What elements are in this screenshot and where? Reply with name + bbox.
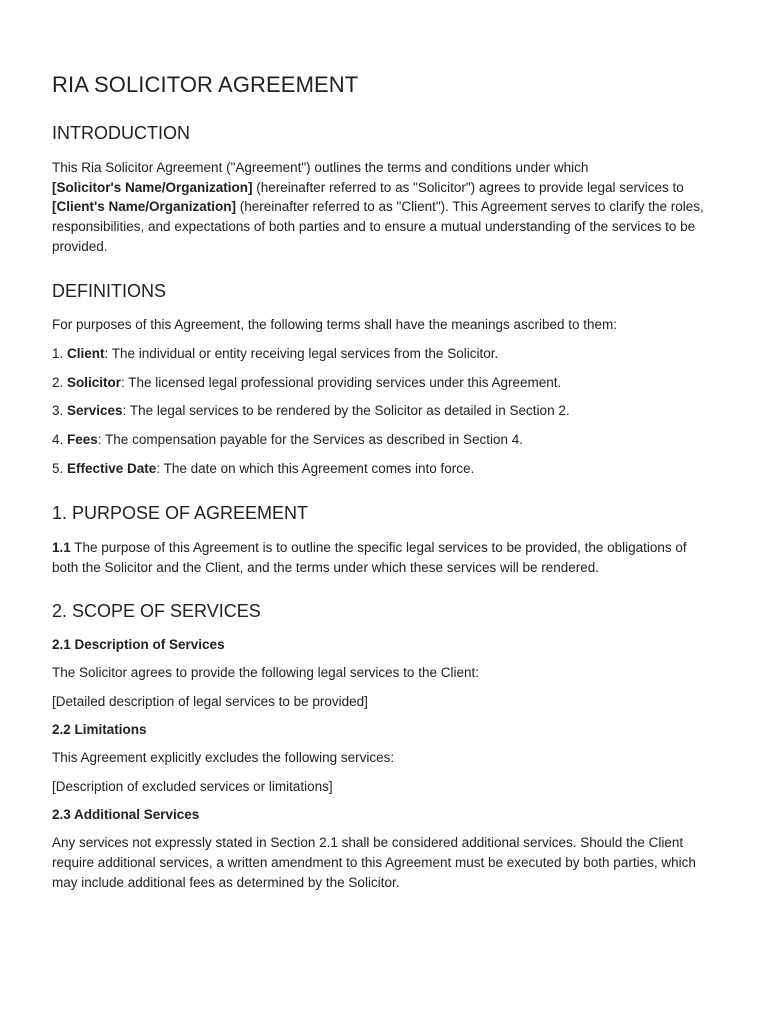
definition-item xyxy=(52,459,710,479)
subsection-text: The Solicitor agrees to provide the following legal services to the Client: xyxy=(52,665,479,681)
definition-term: Effective Date xyxy=(67,460,157,476)
definition-number: 4. xyxy=(52,431,68,447)
intro-text-1: This Ria Solicitor Agreement ("Agreement") outlines the terms and conditions under which xyxy=(52,159,589,175)
definition-number: 1. xyxy=(52,345,68,361)
definition-number: 5. xyxy=(52,460,68,476)
subsection-heading: 2.1 Description of Services xyxy=(52,636,225,652)
definition-number: 3. xyxy=(52,403,68,419)
definition-item xyxy=(52,401,710,421)
definition-item xyxy=(52,344,710,364)
definition-text: : The date on which this Agreement comes into force. xyxy=(156,460,475,476)
placeholder-text: [Detailed description of legal services to be provided] xyxy=(52,694,368,710)
definition-term: Fees xyxy=(67,431,98,447)
introduction-section xyxy=(52,123,710,256)
intro-text-3: (hereinafter referred to as "Client"). This Agreement serves to clarify the roles, responsibilities, and expectations of both parties and to ensure a mutual understanding of the services to be provided. xyxy=(52,199,704,254)
definition-item xyxy=(52,373,710,393)
definitions-section xyxy=(52,281,710,479)
definition-term: Client xyxy=(67,345,105,361)
introduction-heading: INTRODUCTION xyxy=(52,123,190,144)
definition-number: 2. xyxy=(52,374,68,390)
definitions-heading: DEFINITIONS xyxy=(52,280,167,301)
subsection-text: This Agreement explicitly excludes the following services: xyxy=(52,750,395,766)
client-placeholder: [Client's Name/Organization] xyxy=(52,199,236,215)
intro-text-2: (hereinafter referred to as "Solicitor") agrees to provide legal services to xyxy=(252,179,684,195)
definition-term: Solicitor xyxy=(67,374,122,390)
scope-heading: 2. SCOPE OF SERVICES xyxy=(52,601,261,622)
subsection-text: Any services not expressly stated in Section 2.1 shall be considered additional services. Should the Client require additional services, a written amendment to this Agreement must be executed by both parties, which may include additional fees as determined by the Solicitor. xyxy=(52,835,696,890)
placeholder-text: [Description of excluded services or limitations] xyxy=(52,779,333,795)
definition-term: Services xyxy=(67,403,123,419)
subsection-heading: 2.2 Limitations xyxy=(52,721,147,737)
purpose-paragraph xyxy=(52,538,710,577)
purpose-text: The purpose of this Agreement is to outline the specific legal services to be provided, the obligations of both the Solicitor and the Client, and the terms under which these services will be rendered. xyxy=(52,539,687,575)
definition-item xyxy=(52,430,710,450)
subsection-heading: 2.3 Additional Services xyxy=(52,806,200,822)
definition-text: : The individual or entity receiving legal services from the Solicitor. xyxy=(104,345,499,361)
definition-text: : The licensed legal professional providing services under this Agreement. xyxy=(121,374,562,390)
purpose-heading: 1. PURPOSE OF AGREEMENT xyxy=(52,503,309,524)
purpose-section xyxy=(52,503,710,577)
solicitor-placeholder: [Solicitor's Name/Organization] xyxy=(52,179,253,195)
introduction-paragraph xyxy=(52,158,710,257)
clause-number: 1.1 xyxy=(52,539,71,555)
definition-text: : The legal services to be rendered by the Solicitor as detailed in Section 2. xyxy=(122,403,570,419)
definitions-lead: For purposes of this Agreement, the following terms shall have the meanings ascribed to them: xyxy=(52,317,618,333)
scope-section xyxy=(52,601,710,892)
document-title: RIA SOLICITOR AGREEMENT xyxy=(52,72,359,97)
definition-text: : The compensation payable for the Services as described in Section 4. xyxy=(97,431,524,447)
